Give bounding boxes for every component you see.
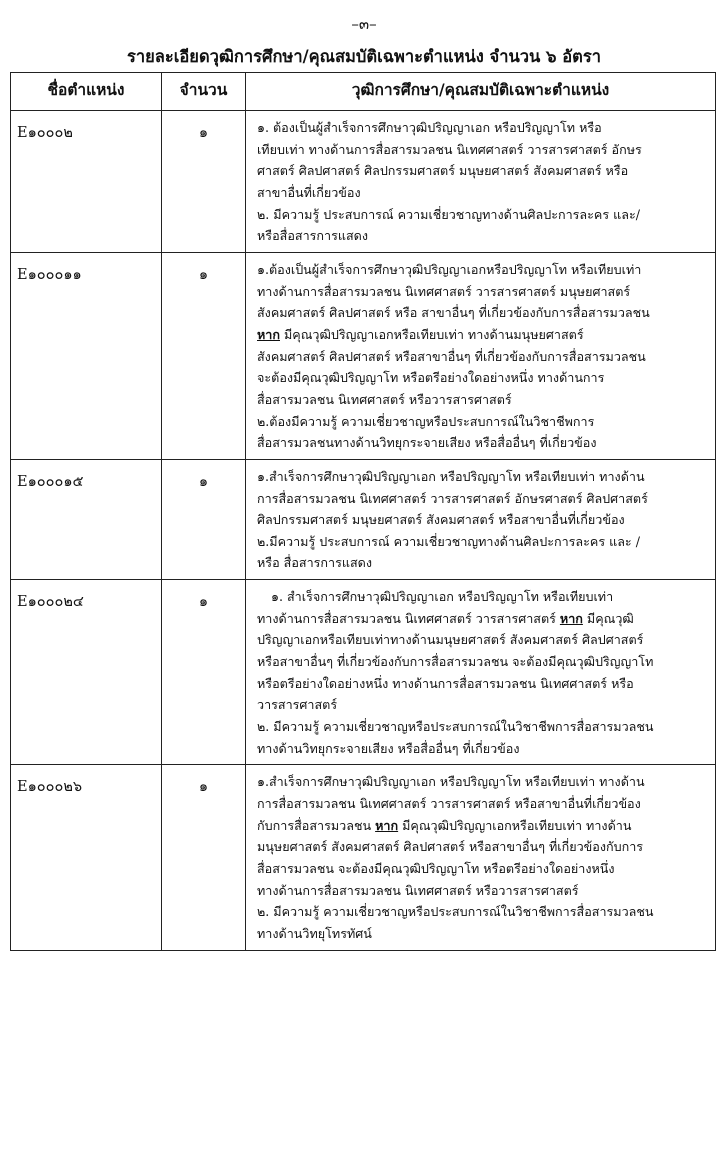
qualification-line: กับการสื่อสารมวลชน หาก มีคุณวุฒิปริญญาเอกหรือเทียบเท่า ทางด้าน bbox=[257, 817, 632, 833]
table-row bbox=[11, 111, 716, 253]
position-code: E๑๐๐๐๑๕ bbox=[11, 459, 162, 579]
qualification-line: ๒.ต้องมีความรู้ ความเชี่ยวชาญหรือประสบการณ์ในวิชาชีพการ bbox=[257, 413, 595, 429]
qualification-table bbox=[10, 72, 716, 951]
qualification-line: ๑. ต้องเป็นผู้สำเร็จการศึกษาวุฒิปริญญาเอก หรือปริญญาโท หรือ bbox=[257, 120, 602, 135]
qualification-line: ๒. มีความรู้ ประสบการณ์ ความเชี่ยวชาญทางด้านศิลปะการละคร และ/ bbox=[257, 206, 640, 222]
position-quantity: ๑ bbox=[162, 459, 246, 579]
qualification-line: วารสารศาสตร์ bbox=[257, 697, 338, 713]
qualification-text bbox=[246, 765, 716, 950]
document-title: รายละเอียดวุฒิการศึกษา/คุณสมบัติเฉพาะตำแหน่ง จำนวน ๖ อัตรา bbox=[126, 47, 602, 66]
position-code: E๑๐๐๐๒๖ bbox=[11, 765, 162, 950]
header-position: ชื่อตำแหน่ง bbox=[11, 73, 162, 111]
position-quantity: ๑ bbox=[162, 765, 246, 950]
qualification-line: ปริญญาเอกหรือเทียบเท่าทางด้านมนุษยศาสตร์ สังคมศาสตร์ ศิลปศาสตร์ bbox=[257, 632, 644, 648]
table-row bbox=[11, 765, 716, 950]
qualification-text bbox=[246, 580, 716, 765]
table-header-row bbox=[11, 73, 716, 111]
position-quantity: ๑ bbox=[162, 252, 246, 459]
qualification-line: สังคมศาสตร์ ศิลปศาสตร์ หรือสาขาอื่นๆ ที่เกี่ยวข้องกับการสื่อสารมวลชน bbox=[257, 348, 646, 364]
qualification-line: หรือสื่อสารการแสดง bbox=[257, 228, 368, 244]
table-row bbox=[11, 580, 716, 765]
table-body bbox=[11, 111, 716, 951]
qualification-line: หรือตรีอย่างใดอย่างหนึ่ง ทางด้านการสื่อสารมวลชน นิเทศศาสตร์ หรือ bbox=[257, 675, 634, 691]
position-code: E๑๐๐๐๒๔ bbox=[11, 580, 162, 765]
qualification-line: ๒.มีความรู้ ประสบการณ์ ความเชี่ยวชาญทางด้านศิลปะการละคร และ / bbox=[257, 533, 640, 549]
qualification-line: สื่อสารมวลชนทางด้านวิทยุกระจายเสียง หรือสื่ออื่นๆ ที่เกี่ยวข้อง bbox=[257, 435, 597, 451]
qualification-line: ศิลปกรรมศาสตร์ มนุษยศาสตร์ สังคมศาสตร์ หรือสาขาอื่นที่เกี่ยวข้อง bbox=[257, 512, 625, 528]
qualification-line: ๒. มีความรู้ ความเชี่ยวชาญหรือประสบการณ์ในวิชาชีพการสื่อสารมวลชน bbox=[257, 719, 654, 735]
header-qualification: วุฒิการศึกษา/คุณสมบัติเฉพาะตำแหน่ง bbox=[246, 73, 716, 111]
emphasis-keyword: หาก bbox=[257, 326, 280, 342]
qualification-line: ๑.สำเร็จการศึกษาวุฒิปริญญาเอก หรือปริญญาโท หรือเทียบเท่า ทางด้าน bbox=[257, 774, 645, 790]
qualification-line: การสื่อสารมวลชน นิเทศศาสตร์ วารสารศาสตร์ หรือสาขาอื่นที่เกี่ยวข้อง bbox=[257, 796, 641, 812]
qualification-line: ๒. มีความรู้ ความเชี่ยวชาญหรือประสบการณ์ในวิชาชีพการสื่อสารมวลชน bbox=[257, 904, 654, 920]
qualification-text bbox=[246, 111, 716, 253]
qualification-line: การสื่อสารมวลชน นิเทศศาสตร์ วารสารศาสตร์ อักษรศาสตร์ ศิลปศาสตร์ bbox=[257, 490, 648, 506]
qualification-line: หาก มีคุณวุฒิปริญญาเอกหรือเทียบเท่า ทางด้านมนุษยศาสตร์ bbox=[257, 326, 584, 342]
qualification-line: ๑. สำเร็จการศึกษาวุฒิปริญญาเอก หรือปริญญาโท หรือเทียบเท่า bbox=[271, 589, 614, 605]
emphasis-keyword: หาก bbox=[375, 817, 399, 833]
qualification-line: ทางด้านการสื่อสารมวลชน นิเทศศาสตร์ วารสารศาสตร์ หาก มีคุณวุฒิ bbox=[257, 610, 634, 626]
emphasis-keyword: หาก bbox=[559, 610, 583, 626]
qualification-line: สาขาอื่นที่เกี่ยวข้อง bbox=[257, 184, 361, 200]
qualification-line: สื่อสารมวลชน นิเทศศาสตร์ หรือวารสารศาสตร์ bbox=[257, 391, 512, 407]
qualification-line: สื่อสารมวลชน จะต้องมีคุณวุฒิปริญญาโท หรือตรีอย่างใดอย่างหนึ่ง bbox=[257, 861, 615, 876]
position-code: E๑๐๐๐๑๑ bbox=[11, 252, 162, 459]
qualification-line: หรือสาขาอื่นๆ ที่เกี่ยวข้องกับการสื่อสารมวลชน จะต้องมีคุณวุฒิปริญญาโท bbox=[257, 654, 654, 670]
qualification-line: ศาสตร์ ศิลปศาสตร์ ศิลปกรรมศาสตร์ มนุษยศาสตร์ สังคมศาสตร์ หรือ bbox=[257, 163, 629, 179]
table-row bbox=[11, 252, 716, 459]
page-number: –๓– bbox=[351, 15, 377, 33]
qualification-line: ทางด้านวิทยุกระจายเสียง หรือสื่ออื่นๆ ที่เกี่ยวข้อง bbox=[257, 740, 520, 756]
qualification-line: ทางด้านวิทยุโทรทัศน์ bbox=[257, 925, 372, 941]
position-quantity: ๑ bbox=[162, 111, 246, 253]
qualification-text bbox=[246, 252, 716, 459]
qualification-line: หรือ สื่อสารการแสดง bbox=[257, 555, 372, 571]
qualification-text bbox=[246, 459, 716, 579]
qualification-line: ๑.สำเร็จการศึกษาวุฒิปริญญาเอก หรือปริญญาโท หรือเทียบเท่า ทางด้าน bbox=[257, 468, 645, 484]
qualification-line: ทางด้านการสื่อสารมวลชน นิเทศศาสตร์ หรือวารสารศาสตร์ bbox=[257, 882, 579, 898]
qualification-line: เทียบเท่า ทางด้านการสื่อสารมวลชน นิเทศศาสตร์ วารสารศาสตร์ อักษร bbox=[257, 141, 642, 157]
qualification-line: ทางด้านการสื่อสารมวลชน นิเทศศาสตร์ วารสารศาสตร์ มนุษยศาสตร์ bbox=[257, 283, 631, 299]
qualification-line: มนุษยศาสตร์ สังคมศาสตร์ ศิลปศาสตร์ หรือสาขาอื่นๆ ที่เกี่ยวข้องกับการ bbox=[257, 839, 644, 855]
qualification-line: จะต้องมีคุณวุฒิปริญญาโท หรือตรีอย่างใดอย่างหนึ่ง ทางด้านการ bbox=[257, 370, 605, 386]
position-code: E๑๐๐๐๒ bbox=[11, 111, 162, 253]
header-quantity: จำนวน bbox=[162, 73, 246, 111]
qualification-line: ๑.ต้องเป็นผู้สำเร็จการศึกษาวุฒิปริญญาเอกหรือปริญญาโท หรือเทียบเท่า bbox=[257, 261, 642, 277]
table-row bbox=[11, 459, 716, 579]
qualification-line: สังคมศาสตร์ ศิลปศาสตร์ หรือ สาขาอื่นๆ ที่เกี่ยวข้องกับการสื่อสารมวลชน bbox=[257, 305, 650, 321]
position-quantity: ๑ bbox=[162, 580, 246, 765]
